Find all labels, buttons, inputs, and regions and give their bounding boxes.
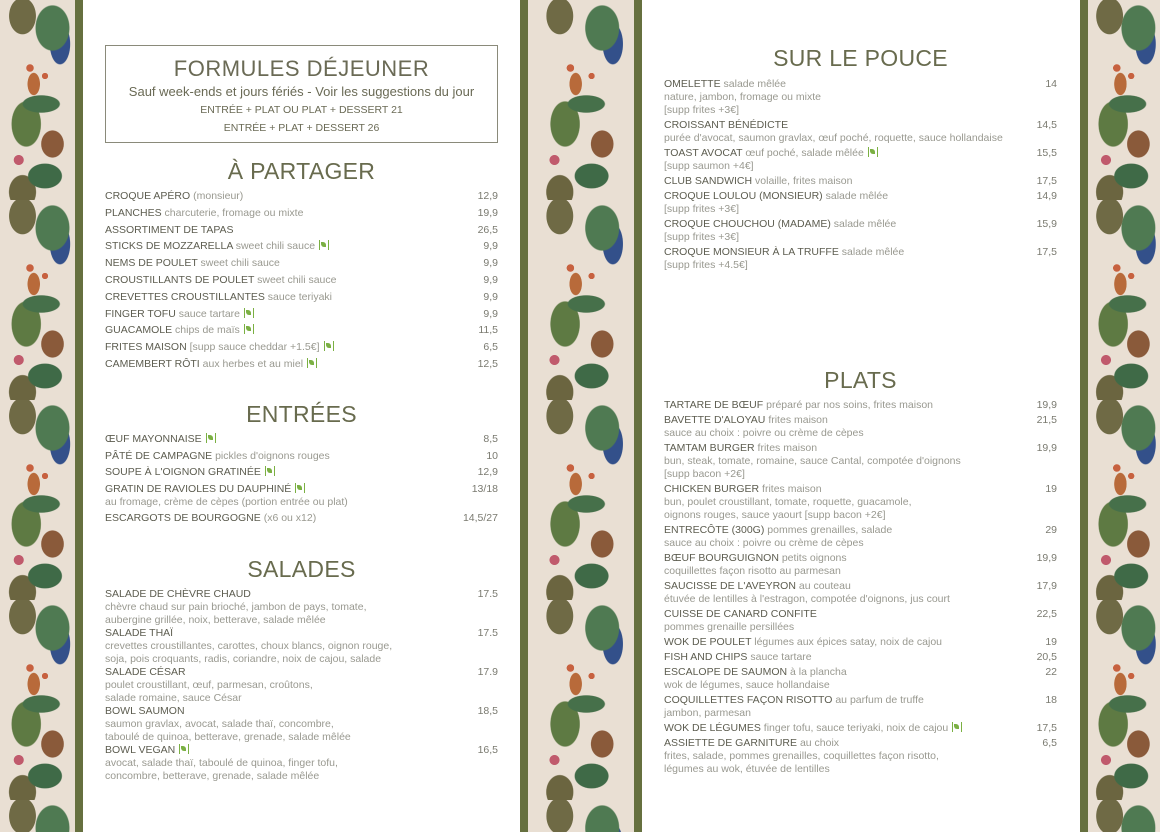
menu-item-description: préparé par nos soins, frites maison [766,399,934,411]
menu-item-description: salade mêlée [841,246,905,258]
menu-item-name: ESCARGOTS DE BOURGOGNE [105,512,261,524]
menu-item-description: aux herbes et au miel [202,357,304,370]
vegetarian-leaf-icon [307,358,317,368]
vegetarian-leaf-icon [868,147,878,157]
menu-item-description: pommes grenailles, salade [767,524,893,536]
menu-item-price: 29 [1045,524,1057,536]
menu-item-details: étuvée de lentilles à l'estragon, compotée d'oignons, jus court [664,593,950,605]
menu-item-name: CUISSE DE CANARD CONFITE [664,608,817,620]
menu-item [105,466,498,479]
menu-item-price: 9,9 [483,273,498,286]
menu-item-name: CROQUE APÉRO [105,190,191,202]
menu-item-price: 10 [486,449,498,462]
menu-item-details: [supp frites +3€] [664,231,740,243]
menu-item [105,358,498,371]
menu-item [664,442,1057,481]
botanical-pattern-strip-left [0,0,75,832]
menu-item [105,744,498,783]
menu-item-details: nature, jambon, fromage ou mixte [664,91,821,103]
menu-item [664,636,1057,649]
menu-item [105,627,498,666]
menu-item-price: 18 [1045,694,1057,706]
menu-item-description: sauce tartare [178,307,241,320]
menu-item-name: TAMTAM BURGER [664,442,755,454]
menu-item-name: TARTARE DE BŒUF [664,399,764,411]
menu-item-details: salade romaine, sauce César [105,692,242,704]
menu-item-price: 14,5/27 [462,512,498,524]
menu-item-price: 12,9 [477,190,498,202]
menu-item [105,291,498,304]
menu-item-description: au choix [799,737,840,749]
menu-item-price: 21,5 [1036,414,1057,426]
menu-item-name: CROQUE CHOUCHOU (MADAME) [664,218,831,230]
menu-item-price: 15,5 [1036,147,1057,159]
menu-item-description: au couteau [798,580,851,592]
menu-page-right [664,0,1057,832]
menu-item [105,240,498,253]
menu-item-price: 17,5 [1036,246,1057,258]
menu-item-price: 9,9 [483,240,498,253]
menu-item-details: [supp frites +3€] [664,104,740,116]
menu-item-name: SALADE CÉSAR [105,666,186,678]
menu-item-name: BAVETTE D'ALOYAU [664,414,766,426]
menu-item-details: légumes au wok, étuvée de lentilles [664,763,830,775]
menu-item-price: 19 [1045,636,1057,648]
menu-item [664,399,1057,412]
menu-item-name: FRITES MAISON [105,341,187,354]
menu-item-details: [supp frites +3€] [664,203,740,215]
menu-page-left [105,0,498,832]
menu-item [105,666,498,705]
menu-item-price: 19,9 [1036,442,1057,454]
menu-item-name: CREVETTES CROUSTILLANTES [105,290,265,303]
menu-item-name: WOK DE LÉGUMES [664,722,761,734]
vegetarian-leaf-icon [952,722,962,732]
menu-item-details: concombre, betterave, grenade, salade mêlée [105,770,320,782]
menu-item-price: 19,9 [1036,399,1057,411]
menu-item-name: GUACAMOLE [105,324,173,337]
menu-item-name: PLANCHES [105,206,162,219]
menu-item [664,608,1057,634]
menu-item-price: 6,5 [483,341,498,354]
menu-item [105,588,498,627]
menu-item-details: coquillettes façon risotto au parmesan [664,565,841,577]
formule-line: ENTRÉE + PLAT OU PLAT + DESSERT 21 [200,104,403,116]
menu-item [664,147,1057,173]
botanical-pattern-strip-right [1088,0,1160,832]
vegetarian-leaf-icon [295,483,305,493]
menu-item [664,246,1057,272]
menu-item-description: (monsieur) [193,190,244,202]
menu-item-details: wok de légumes, sauce hollandaise [664,679,830,691]
menu-item-description: (x6 ou x12) [263,512,317,524]
menu-item-name: ASSORTIMENT DE TAPAS [105,223,234,236]
menu-item [664,694,1057,720]
menu-item-name: CHICKEN BURGER [664,483,760,495]
menu-item-price: 11,5 [478,324,498,337]
formules-dejeuner-box [105,45,498,143]
menu-item-description: salade mêlée [825,190,889,202]
menu-item-description: salade mêlée [723,78,786,90]
menu-item [664,524,1057,550]
menu-item [105,341,498,354]
salades-list [105,588,498,783]
menu-item-description: légumes aux épices satay, noix de cajou [754,636,942,648]
menu-item-name: CAMEMBERT RÔTI [105,357,200,370]
menu-item-price: 17,5 [1036,722,1057,734]
menu-item-price: 15,9 [1036,218,1057,230]
menu-item [105,324,498,337]
menu-item-price: 14 [1045,78,1057,90]
menu-item [105,483,498,509]
menu-item-name: SALADE DE CHÈVRE CHAUD [105,588,251,600]
sur-le-pouce-list [664,78,1057,274]
menu-item-price: 13/18 [471,482,498,495]
vegetarian-leaf-icon [179,744,189,754]
menu-item-name: ENTRECÔTE (300G) [664,524,765,536]
section-title-salades: SALADES [247,556,356,582]
menu-item-name: CROQUE MONSIEUR À LA TRUFFE [664,246,839,258]
menu-item-price: 12,9 [477,466,498,478]
menu-item-details: purée d'avocat, saumon gravlax, œuf poché, roquette, sauce hollandaise [664,132,1003,144]
menu-item-details: sauce au choix : poivre ou crème de cèpes [664,427,864,439]
menu-item-price: 22 [1045,666,1057,678]
menu-item-description: petits oignons [781,552,847,564]
menu-item-description: sweet chili sauce [235,240,316,253]
menu-item-description: salade mêlée [833,218,897,230]
menu-item-details: chèvre chaud sur pain brioché, jambon de pays, tomate, [105,601,367,613]
menu-item-name: BOWL SAUMON [105,705,185,717]
menu-item [664,190,1057,216]
menu-item-price: 9,9 [483,290,498,303]
section-title-a-partager: À PARTAGER [227,158,376,184]
menu-item-price: 17.5 [477,588,498,600]
menu-item [105,512,498,525]
menu-item-details: [supp saumon +4€] [664,160,754,172]
entrees-list [105,433,498,529]
menu-item-description: sauce tartare [750,651,812,663]
menu-item-name: BŒUF BOURGUIGNON [664,552,779,564]
menu-item-price: 9,9 [483,257,498,270]
vegetarian-leaf-icon [244,308,254,318]
green-border-band [520,0,528,832]
section-title-plats: PLATS [824,367,897,393]
menu-item-details: sauce au choix : poivre ou crème de cèpes [664,537,864,549]
menu-item [664,119,1057,145]
menu-item [105,450,498,463]
menu-item-description: sauce teriyaki [267,290,332,303]
menu-item [664,483,1057,522]
menu-item-name: GRATIN DE RAVIOLES DU DAUPHINÉ [105,482,292,495]
menu-item-price: 16,5 [477,744,498,756]
menu-item-details: pommes grenaille persillées [664,621,795,633]
menu-item-description: frites maison [757,442,818,454]
menu-item-name: ASSIETTE DE GARNITURE [664,737,798,749]
menu-item-price: 8,5 [483,433,498,445]
menu-item-price: 17.5 [477,627,498,639]
vegetarian-leaf-icon [265,466,275,476]
menu-item-details: bun, poulet croustillant, tomate, roquette, guacamole, [664,496,912,508]
menu-item-name: FISH AND CHIPS [664,651,748,663]
menu-item-details: [supp bacon +2€] [664,468,745,480]
menu-item-price: 14,5 [1036,119,1057,131]
menu-item [105,274,498,287]
menu-item-details: poulet croustillant, œuf, parmesan, croûtons, [105,679,313,691]
menu-item-price: 9,9 [483,307,498,320]
menu-item [664,414,1057,440]
formules-subtitle: Sauf week-ends et jours fériés - Voir les suggestions du jour [128,84,475,99]
menu-item-name: CROUSTILLANTS DE POULET [105,273,255,286]
botanical-pattern-strip-middle [528,0,634,832]
plats-list [664,399,1057,778]
vegetarian-leaf-icon [319,240,329,250]
menu-item-description: finger tofu, sauce teriyaki, noix de cajou [763,722,949,734]
menu-item [664,78,1057,117]
a-partager-list [105,190,498,375]
menu-item [664,580,1057,606]
menu-item-details: saumon gravlax, avocat, salade thaï, concombre, [105,718,334,730]
menu-item-description: à la plancha [790,666,847,678]
menu-item [664,175,1057,188]
menu-item-details: au fromage, crème de cèpes (portion entrée ou plat) [105,495,348,508]
menu-item-name: FINGER TOFU [105,307,176,320]
section-title-sur-le-pouce: SUR LE POUCE [773,45,948,71]
menu-item-name: SOUPE À L'OIGNON GRATINÉE [105,466,261,478]
menu-item-price: 6,5 [1042,737,1057,749]
menu-item-details: jambon, parmesan [664,707,751,719]
menu-item-price: 18,5 [477,705,498,717]
menu-item [664,722,1057,735]
menu-item-price: 17,5 [1036,175,1057,187]
menu-item [664,552,1057,578]
menu-item-description: chips de maïs [175,324,240,337]
green-border-band [1080,0,1088,832]
menu-item [105,308,498,321]
section-title-entrees: ENTRÉES [246,401,357,427]
menu-item-description: œuf poché, salade mêlée [745,147,864,159]
menu-item-name: CLUB SANDWICH [664,175,753,187]
menu-item-description: frites maison [762,483,822,495]
menu-item-details: crevettes croustillantes, carottes, choux blancs, oignon rouge, [105,640,393,652]
menu-item-price: 19,9 [477,206,498,219]
vegetarian-leaf-icon [324,341,334,351]
menu-item-description: sweet chili sauce [200,257,280,270]
menu-item-name: STICKS DE MOZZARELLA [105,240,233,253]
menu-item [105,257,498,270]
menu-item [664,218,1057,244]
menu-item-price: 17.9 [477,666,498,678]
menu-item-details: aubergine grillée, noix, betterave, salade mêlée [105,614,326,626]
green-border-band [75,0,83,832]
menu-item-name: ESCALOPE DE SAUMON [664,666,788,678]
menu-item [105,224,498,237]
menu-item-price: 19,9 [1036,552,1057,564]
menu-item-price: 20,5 [1036,651,1057,663]
menu-item-name: ŒUF MAYONNAISE [105,433,202,445]
menu-item-details: taboulé de quinoa, betterave, grenade, salade mêlée [105,731,351,743]
menu-item-details: bun, steak, tomate, romaine, sauce Cantal, compotée d'oignons [664,455,961,467]
menu-item-description: [supp sauce cheddar +1.5€] [189,341,320,354]
menu-item-details: [supp frites +4.5€] [664,259,748,271]
formule-line: ENTRÉE + PLAT + DESSERT 26 [223,122,380,134]
menu-item-name: CROISSANT BÉNÉDICTE [664,119,789,131]
menu-item-price: 26,5 [477,223,498,236]
menu-item-description: charcuterie, fromage ou mixte [164,206,304,219]
menu-item-name: SALADE THAÏ [105,627,174,639]
menu-item-details: avocat, salade thaï, taboulé de quinoa, finger tofu, [105,757,338,769]
menu-item-description: volaille, frites maison [755,175,853,187]
menu-item-price: 22,5 [1036,608,1057,620]
menu-item-details: frites, salade, pommes grenailles, coquillettes façon risotto, [664,750,939,762]
green-border-band [634,0,642,832]
menu-item [105,433,498,446]
menu-item [105,207,498,220]
menu-item-details: soja, pois croquants, radis, coriandre, noix de cajou, salade [105,653,382,665]
menu-item-price: 14,9 [1036,190,1057,202]
menu-item [664,651,1057,664]
menu-item-name: NEMS DE POULET [105,257,198,270]
menu-item-name: SAUCISSE DE L'AVEYRON [664,580,796,592]
menu-item-name: BOWL VEGAN [105,744,176,756]
menu-item [105,705,498,744]
menu-item-details: oignons rouges, sauce yaourt [supp bacon +2€] [664,509,886,521]
menu-item-description: pickles d'oignons rouges [215,449,330,462]
menu-item-price: 17,9 [1036,580,1057,592]
menu-item-price: 19 [1045,483,1057,495]
menu-item-name: CROQUE LOULOU (MONSIEUR) [664,190,823,202]
menu-item [105,190,498,203]
vegetarian-leaf-icon [206,433,216,443]
menu-item-price: 12,5 [477,357,498,370]
menu-item-name: OMELETTE [664,78,721,90]
menu-item-description: frites maison [768,414,828,426]
menu-item-name: TOAST AVOCAT [664,147,743,159]
menu-item-name: PÂTÉ DE CAMPAGNE [105,449,213,462]
formules-title: FORMULES DÉJEUNER [173,56,430,81]
menu-item-name: COQUILLETTES FAÇON RISOTTO [664,694,833,706]
menu-item-description: sweet chili sauce [257,273,337,286]
menu-item-description: au parfum de truffe [835,694,924,706]
vegetarian-leaf-icon [244,324,254,334]
menu-item-name: WOK DE POULET [664,636,752,648]
menu-item [664,666,1057,692]
menu-item [664,737,1057,776]
